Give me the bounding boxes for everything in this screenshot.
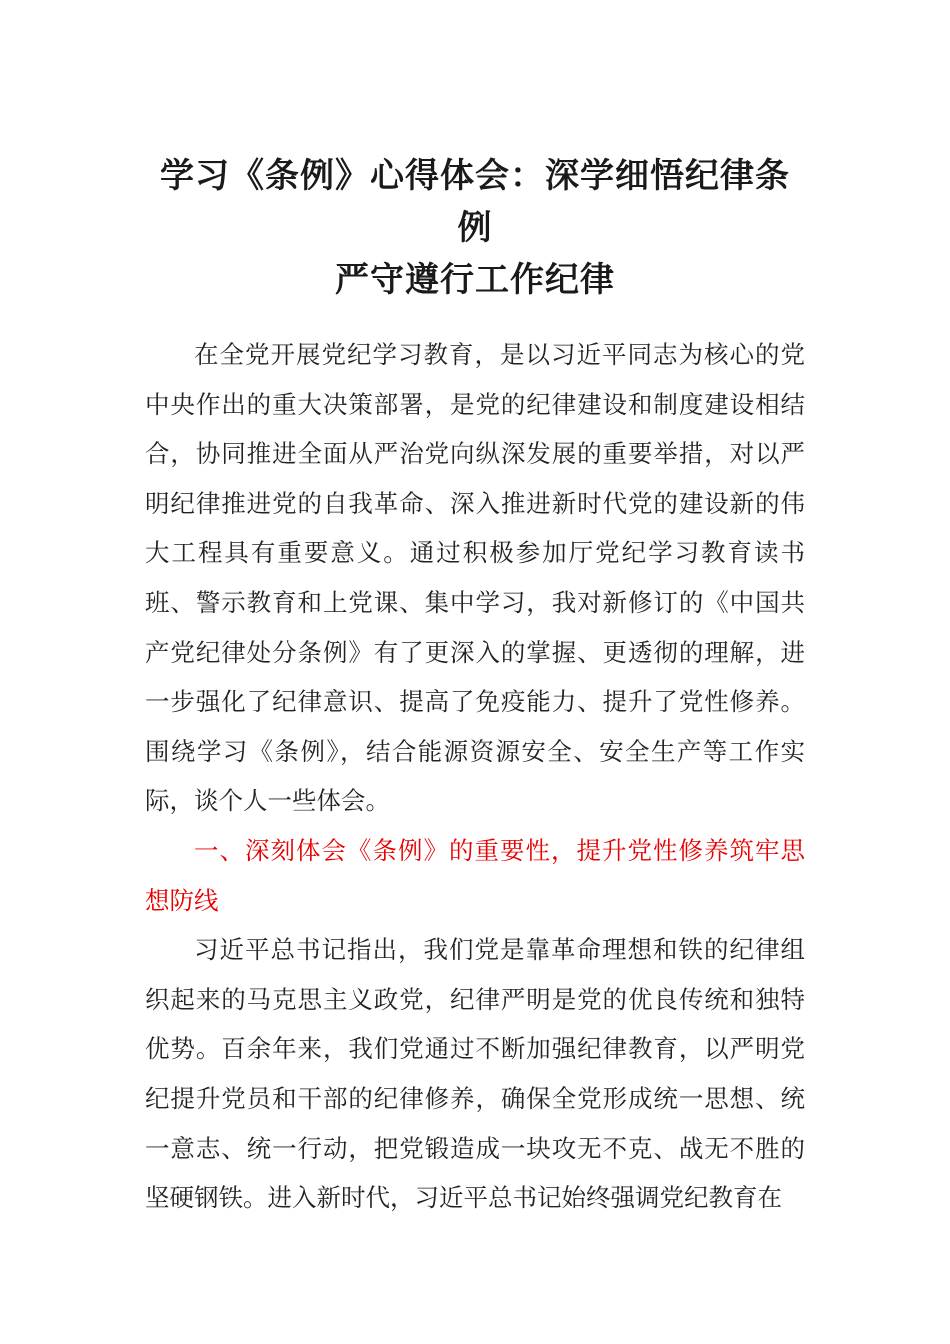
section-1-paragraph: 习近平总书记指出，我们党是靠革命理想和铁的纪律组织起来的马克思主义政党，纪律严明是党的优良传统和独特优势。百余年来，我们党通过不断加强纪律教育，以严明党纪提升党员和干部的纪律修养，确保全党形成统一思想、统一意志、统一行动，把党锻造成一块攻无不克、战无不胜的坚硬钢铁。进入新时代，习近平总书记始终强调党纪教育在 [145,935,805,1213]
intro-paragraph: 在全党开展党纪学习教育，是以习近平同志为核心的党中央作出的重大决策部署，是党的纪律建设和制度建设相结合，协同推进全面从严治党向纵深发展的重要举措，对以严明纪律推进党的自我革命、深入推进新时代党的建设新的伟大工程具有重要意义。通过积极参加厅党纪学习教育读书班、警示教育和上党课、集中学习，我对新修订的《中国共产党纪律处分条例》有了更深入的掌握、更透彻的理解，进一步强化了纪律意识、提高了免疫能力、提升了党性修养。围绕学习《条例》，结合能源资源安全、安全生产等工作实际，谈个人一些体会。 [145,340,805,816]
document-body [145,330,805,1223]
section-heading-1: 一、深刻体会《条例》的重要性，提升党性修养筑牢思想防线 [145,835,805,915]
title-line-2: 严守遵行工作纪律 [335,260,615,300]
document-title [145,150,805,306]
document-page [145,150,805,1223]
title-line-1: 学习《条例》心得体会：深学细悟纪律条例 [160,156,790,248]
